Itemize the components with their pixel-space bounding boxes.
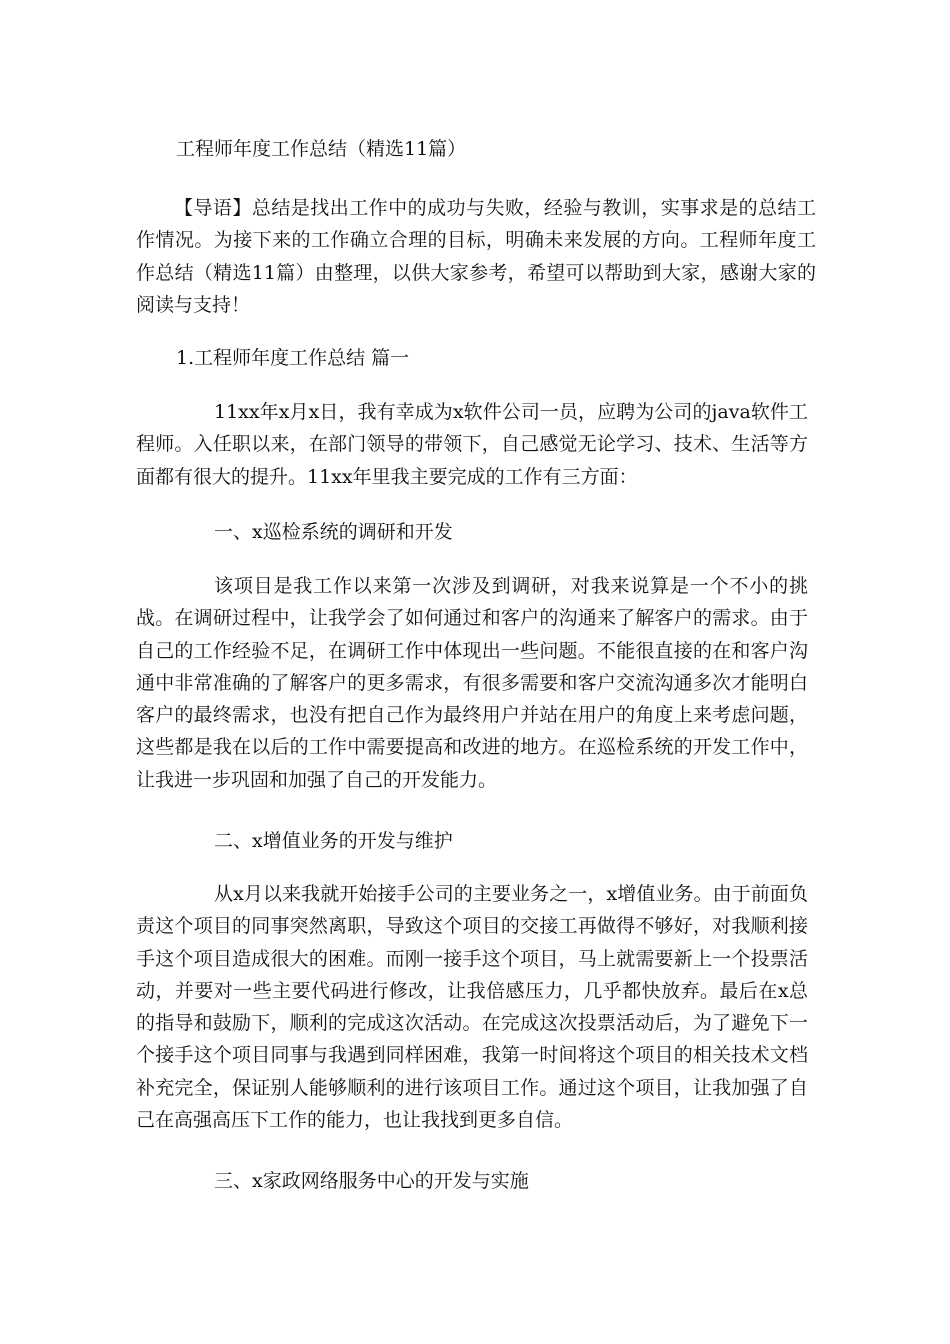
section3-heading: 三、x家政网络服务中心的开发与实施: [214, 1170, 529, 1192]
section2-heading: 二、x增值业务的开发与维护: [214, 830, 453, 852]
intro-paragraph: 【导语】总结是找出工作中的成功与失败，经验与教训，实事求是的总结工作情况。为接下来的工作确立合理的目标，明确未来发展的方向。工程师年度工作总结（精选11篇）由整理，以供大家参考，希望可以帮助到大家，感谢大家的阅读与支持！: [136, 197, 816, 316]
article-heading: 1.工程师年度工作总结 篇一: [176, 347, 410, 369]
section2-paragraph: 从x月以来我就开始接手公司的主要业务之一，x增值业务。由于前面负责这个项目的同事突然离职，导致这个项目的交接工再做得不够好，对我顺利接手这个项目造成很大的困难。而刚一接手这个项目，马上就需要新上一个投票活动，并要对一些主要代码进行修改，让我倍感压力，几乎都快放弃。最后在x总的指导和鼓励下，顺利的完成这次活动。在完成这次投票活动后，为了避免下一个接手这个项目同事与我遇到同样困难，我第一时间将这个项目的相关技术文档补充完全，保证别人能够顺利的进行该项目工作。通过这个项目，让我加强了自己在高强高压下工作的能力，也让我找到更多自信。: [136, 883, 808, 1132]
section1-paragraph: 该项目是我工作以来第一次涉及到调研，对我来说算是一个不小的挑战。在调研过程中，让我学会了如何通过和客户的沟通来了解客户的需求。由于自己的工作经验不足，在调研工作中体现出一些问题。不能很直接的在和客户沟通中非常准确的了解客户的更多需求，有很多需要和客户交流沟通多次才能明白客户的最终需求，也没有把自己作为最终用户并站在用户的角度上来考虑问题，这些都是我在以后的工作中需要提高和改进的地方。在巡检系统的开发工作中，让我进一步巩固和加强了自己的开发能力。: [136, 575, 808, 791]
document-title: 工程师年度工作总结（精选11篇）: [176, 138, 467, 160]
opening-paragraph: 11xx年x月x日，我有幸成为x软件公司一员，应聘为公司的java软件工程师。入任职以来，在部门领导的带领下，自己感觉无论学习、技术、生活等方面都有很大的提升。11xx年里我主要完成的工作有三方面：: [136, 401, 808, 488]
section1-heading: 一、x巡检系统的调研和开发: [214, 521, 453, 543]
